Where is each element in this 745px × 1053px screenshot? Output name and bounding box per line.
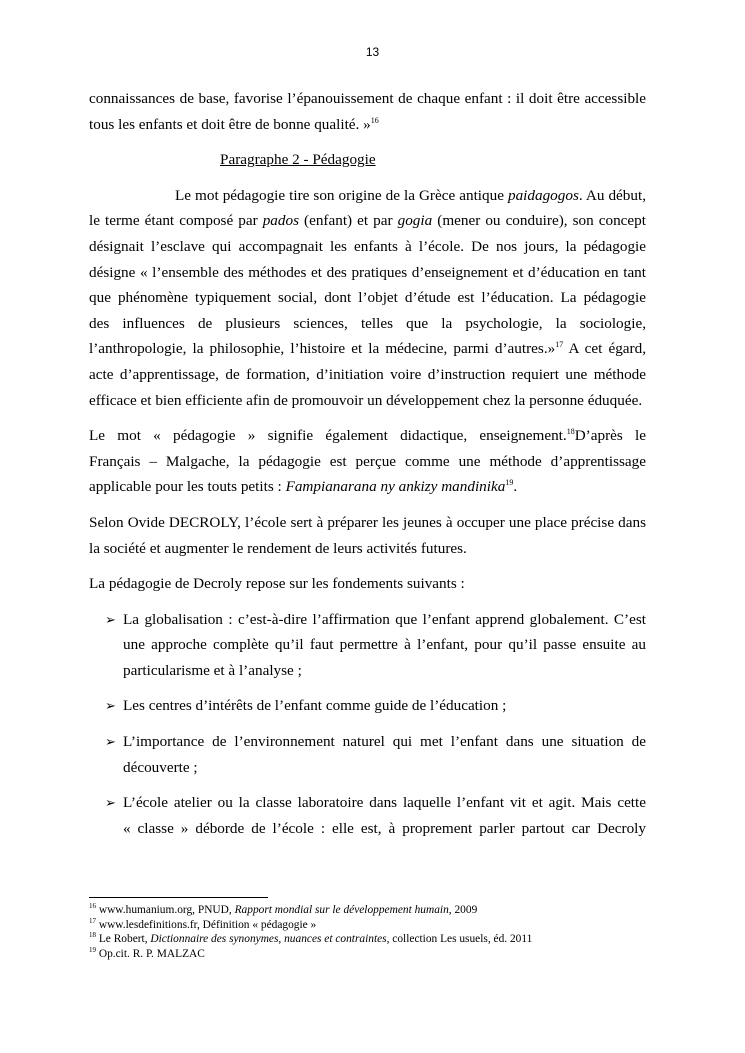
italic-title: Dictionnaire des synonymes, nuances et contraintes [150,933,387,945]
footnote [89,918,649,933]
text-line: découverte ; [123,758,198,776]
footnote-ref: 18 [566,427,575,437]
text-line: une approche complète qu’il faut permettre à l’enfant, pour qu’il passe ensuite au [123,636,646,654]
footnotes [89,903,649,961]
italic-title: Rapport mondial sur le développement humain [234,904,449,916]
text-line [89,112,646,138]
bullet-list [89,607,646,842]
italic-term: paidagogos [507,186,579,204]
footnote [89,903,649,918]
footnote [89,932,649,947]
italic-term: gogia [397,212,433,230]
footnote-ref: 17 [555,340,564,350]
text-line: L’école atelier ou la classe laboratoire dans laquelle l’enfant vit et agit. Mais cette [123,794,646,812]
text-line: Les centres d’intérêts de l’enfant comme guide de l’éducation ; [123,697,507,715]
text-span: (mener ou conduire), son concept [432,212,646,230]
text-line: désigne « l’ensemble des méthodes et des pratiques d’enseignement et d’éducation en tant [89,263,646,281]
footnote-ref: 16 [370,115,379,125]
text-span: www.lesdefinitions.fr, Définition « pédagogie » [96,918,317,931]
text-span: A cet égard, [568,340,646,358]
text-line [89,474,646,500]
text-span: www.humanium.org, PNUD, [96,904,235,916]
text-span: . Au début, [578,186,646,204]
text-span: , 2009 [448,904,478,916]
text-line: Français – Malgache, la pédagogie est perçue comme une méthode d’apprentissage [89,452,646,470]
list-item [89,790,646,841]
text-line: des influences de plusieurs sciences, telles que la psychologie, la sociologie, [89,314,646,332]
text-line: la société et augmenter le rendement de leurs activités futures. [89,539,467,557]
paragraph-intro-continuation [89,86,646,137]
text-line [89,336,646,362]
text-span: tous les enfants et doit être de bonne qualité. » [89,115,371,133]
footnote-separator [89,897,268,898]
paragraph-pedagogie-origin [89,183,646,413]
footnote [89,947,649,962]
text-span: Le mot « pédagogie » signifie également didactique, enseignement. [89,427,567,445]
text-span: D’après le [574,427,646,445]
paragraph-decroly [89,510,646,561]
italic-term: pados [262,212,299,230]
arrow-bullet-icon: ➢ [105,698,116,714]
paragraph-didactique [89,423,646,500]
text-line [89,183,646,209]
text-line: particularisme et à l’analyse ; [123,661,302,679]
text-span: , collection Les usuels, éd. 2011 [386,933,533,945]
section-heading: Paragraphe 2 - Pédagogie [220,151,376,169]
text-line: efficace et bien efficiente afin de promouvoir un développement chez la personne éduquée. [89,391,643,409]
text-span: applicable pour les touts petits : [89,478,286,496]
text-line: que phénomène typiquement social, dont l’objet d’étude est l’éducation. La pédagogie [89,289,646,307]
arrow-bullet-icon: ➢ [105,734,116,750]
text-span: l’anthropologie, la philosophie, l’histoire et la médecine, parmi d’autres.» [89,340,556,358]
text-line: « classe » déborde de l’école : elle est, à proprement parler partout car Decroly [123,819,646,837]
list-item [89,693,646,719]
footnote-number: 17 [89,916,96,925]
text-span: . [513,478,518,496]
list-item [89,729,646,780]
paragraph-fondements: La pédagogie de Decroly repose sur les fondements suivants : [89,575,465,593]
text-line: Selon Ovide DECROLY, l’école sert à préparer les jeunes à occuper une place précise dans [89,513,646,531]
italic-term: Fampianarana ny ankizy mandinika [285,478,506,496]
list-item [89,607,646,684]
text-line [89,423,646,449]
arrow-bullet-icon: ➢ [105,611,116,627]
arrow-bullet-icon: ➢ [105,795,116,811]
page-number: 13 [365,45,380,59]
text-line: désignait l’esclave qui accompagnait les enfants à l’école. De nos jours, la pédagogie [89,237,646,255]
text-line: L’importance de l’environnement naturel qui met l’enfant dans une situation de [123,733,646,751]
text-line: acte d’apprentissage, de formation, d’initiation voire d’instruction requiert une méthode [89,365,646,383]
footnote-ref: 19 [505,478,514,488]
text-span: le terme étant composé par [89,212,263,230]
text-line [89,208,646,234]
text-line: La globalisation : c’est-à-dire l’affirmation que l’enfant apprend globalement. C’est [123,610,646,628]
text-span: Le mot pédagogie tire son origine de la Grèce antique [175,186,508,204]
text-span: Le Robert, [96,933,151,945]
text-span: Op.cit. R. P. MALZAC [96,947,205,960]
footnote-number: 16 [89,902,96,911]
footnote-number: 18 [89,931,96,940]
text-span: (enfant) et par [298,212,398,230]
text-line: connaissances de base, favorise l’épanouissement de chaque enfant : il doit être accessible [89,90,646,107]
page-body [89,86,646,841]
footnote-number: 19 [89,945,96,954]
